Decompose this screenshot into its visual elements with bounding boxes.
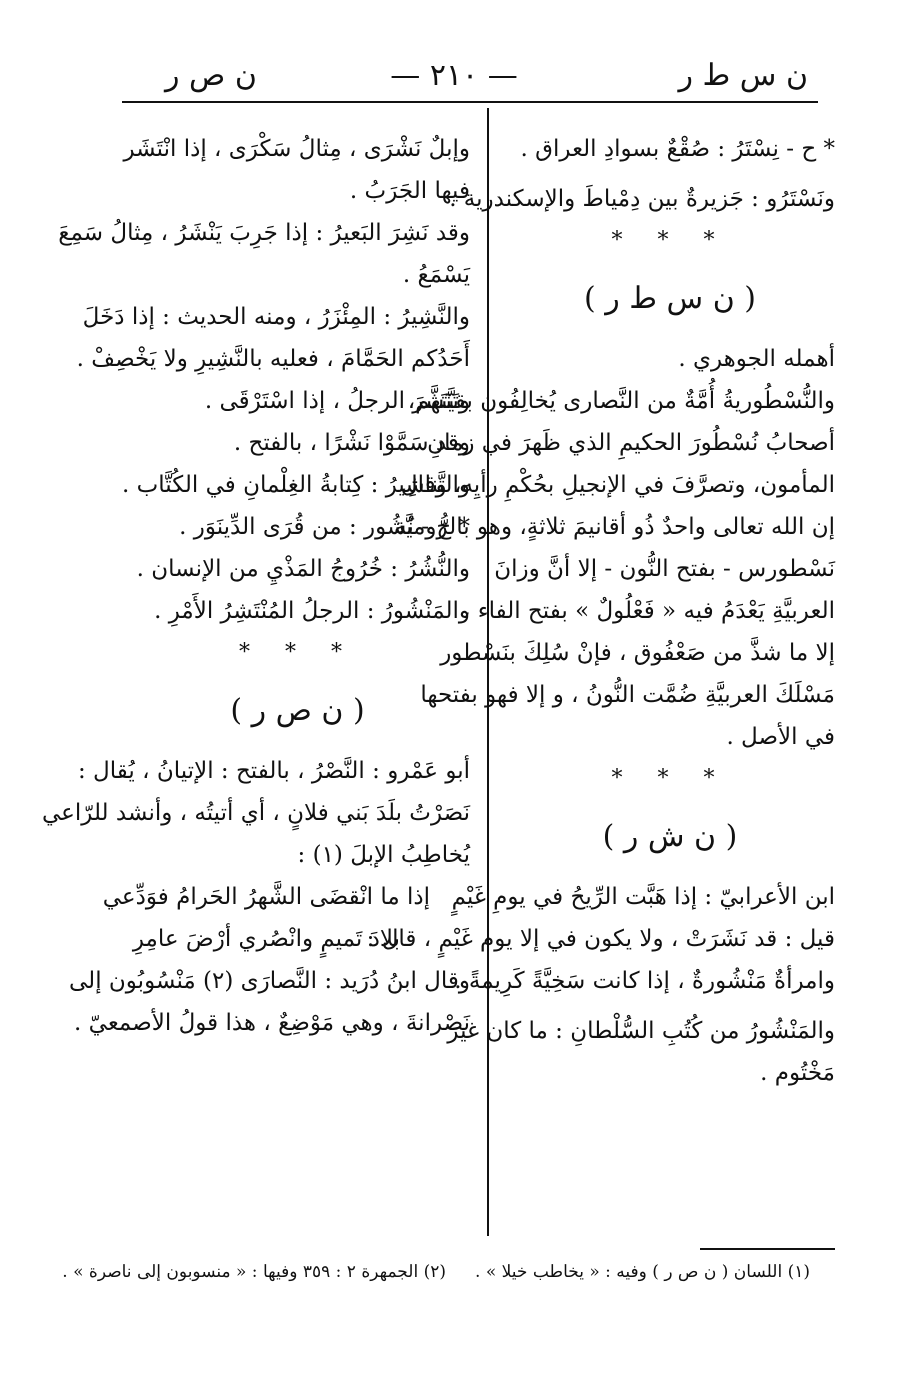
entry-line: ابن الأعرابيّ : إذا هَبَّت الرِّيحُ في يومِ غَيْمٍ xyxy=(451,884,835,910)
section-separator: * * * xyxy=(239,640,356,665)
entry-line: وقال ابنُ دُرَيد : النَّصارَى (٢) مَنْسُوبُون إلى xyxy=(69,968,470,994)
entry-line: نَصْرانةَ ، وهي مَوْضِعٌ ، هذا قولُ الأصمعيّ . xyxy=(74,1010,470,1036)
entry-line: العربيَّةِ يَعْدَمُ فيه « فَعْلُولٌ » بفتح الفاء ، xyxy=(463,598,835,624)
entry-line: المأمون، وتصرَّفَ في الإنجيلِ بحُكْمِ رأيِه، وقال xyxy=(400,472,835,498)
entry-line: في الأصل . xyxy=(726,724,835,750)
header-right-root: ن س ط ر xyxy=(678,58,808,93)
footnote-1: (١) اللسان ( ن ص ر ) وفيه : « يخاطب خيلا » . xyxy=(475,1262,810,1282)
entry-line: نَسْطورس - بفتح النُّون - إلا أنَّ وزانَ xyxy=(494,556,835,582)
section-separator: * * * xyxy=(611,228,729,253)
entry-line: والتَّناشِيرُ : كِتابةُ الغِلْمانِ في الكُتَّاب . xyxy=(121,472,470,498)
page-number: — ٢١٠ — xyxy=(390,58,518,93)
entry-line: وتَنَشَّرَ الرجلُ ، إذا اسْتَرْقَى . xyxy=(204,388,470,414)
poem-verse: إذا ما انْقضَى الشَّهرُ الحَرامُ فوَدِّعي xyxy=(102,884,430,910)
left-column xyxy=(41,128,470,1044)
entry-line: مَخْتُوم . xyxy=(760,1060,835,1086)
entry-line: أبو عَمْرو : النَّصْرُ ، بالفتح : الإتيانُ ، يُقال : xyxy=(77,758,470,784)
entry-line: فيها الجَرَبُ . xyxy=(349,178,470,204)
header-rule xyxy=(122,101,818,103)
entry-line: والمَنْشُورُ : الرجلُ المُنْتَشِرُ الأَمْرِ . xyxy=(154,598,470,624)
entry-line: إلا ما شذَّ من صَعْفُوق ، فإنْ سُلِكَ بنَسْطور xyxy=(440,640,835,666)
entry-line: * ح - نِسْتَرُ : صُقْعٌ بسوادِ العراق . xyxy=(520,136,835,162)
entry-line: أهمله الجوهري . xyxy=(678,346,835,372)
header-left-root: ن ص ر xyxy=(165,58,257,93)
entry-line: يُخاطِبُ الإبلَ (١) : xyxy=(297,842,470,868)
footnote-rule xyxy=(700,1248,835,1250)
entry-line: والنَّشِيرُ : المِئْزَرُ ، ومنه الحديث : إذا دَخَلَ xyxy=(82,304,470,330)
entry-line: * ح - نُشُور : من قُرَى الدِّينَوَر . xyxy=(179,514,470,540)
entry-line: يَسْمَعُ . xyxy=(402,262,470,288)
section-separator: * * * xyxy=(611,766,729,791)
root-heading-nsr: ( ن ص ر ) xyxy=(230,693,365,728)
entry-line: نَصَرْتُ بلَدَ بَني فلانٍ ، أي أتيتُه ، وأنشد للرّاعي xyxy=(41,800,470,826)
entry-line: أصحابُ نُسْطُورَ الحكيمِ الذي ظَهرَ في زمانِ xyxy=(427,430,835,456)
entry-line: والنُّشُرُ : خُرُوجُ المَذْيِ من الإنسان . xyxy=(136,556,470,582)
entry-line: إن الله تعالى واحدٌ ذُو أقانيمَ ثلاثةٍ، وهو بالرُّوميَّة xyxy=(393,514,835,540)
poem-verse: بلادَ تَميمٍ وانْصُري أرْضَ عامِرِ xyxy=(132,926,400,952)
entry-line: قيل : قد نَشَرَتْ ، ولا يكون في إلا يوم غَيْمٍ ، قال : xyxy=(366,926,835,952)
entry-line: وإبلٌ نَشْرَى ، مِثالُ سَكْرَى ، إذا انْتَشَر xyxy=(123,136,470,162)
entry-line: مَسْلَكَ العربيَّةِ ضُمَّت النُّونُ ، و إلا فهو بفتحها xyxy=(420,682,835,708)
entry-line: وامرأةٌ مَنْشُورةٌ ، إذا كانت سَخِيَّةً كَرِيمةً . xyxy=(454,968,835,994)
entry-line: وقد نَشِرَ البَعيرُ : إذا جَرِبَ يَنْشَرُ ، مِثالُ سَمِعَ xyxy=(58,220,470,246)
root-heading-nshr: ( ن ش ر ) xyxy=(602,819,738,854)
footnote-2: (٢) الجمهرة ٢ : ٣٥٩ وفيها : « منسوبون إلى ناصرة » . xyxy=(62,1262,446,1282)
entry-line: وقد سَمَّوْا نَشْرًا ، بالفتح . xyxy=(233,430,470,456)
entry-line: والمَنْشُورُ من كُتُبِ السُّلْطانِ : ما كان غيرَ xyxy=(447,1018,835,1044)
root-heading-nstr: ( ن س ط ر ) xyxy=(584,281,756,316)
entry-line: ونَسْتَرُو : جَزيرةٌ بين دِمْياطَ والإسكندرية . xyxy=(449,186,835,212)
entry-line: أَحَدُكم الحَمَّامَ ، فعليه بالنَّشِيرِ ولا يَخْصِفْ . xyxy=(76,346,470,372)
entry-line: والنُّسْطُوريةُ أُمَّةٌ من النَّصارى يُخالِفُون بقيَّتَهم، xyxy=(407,388,835,414)
